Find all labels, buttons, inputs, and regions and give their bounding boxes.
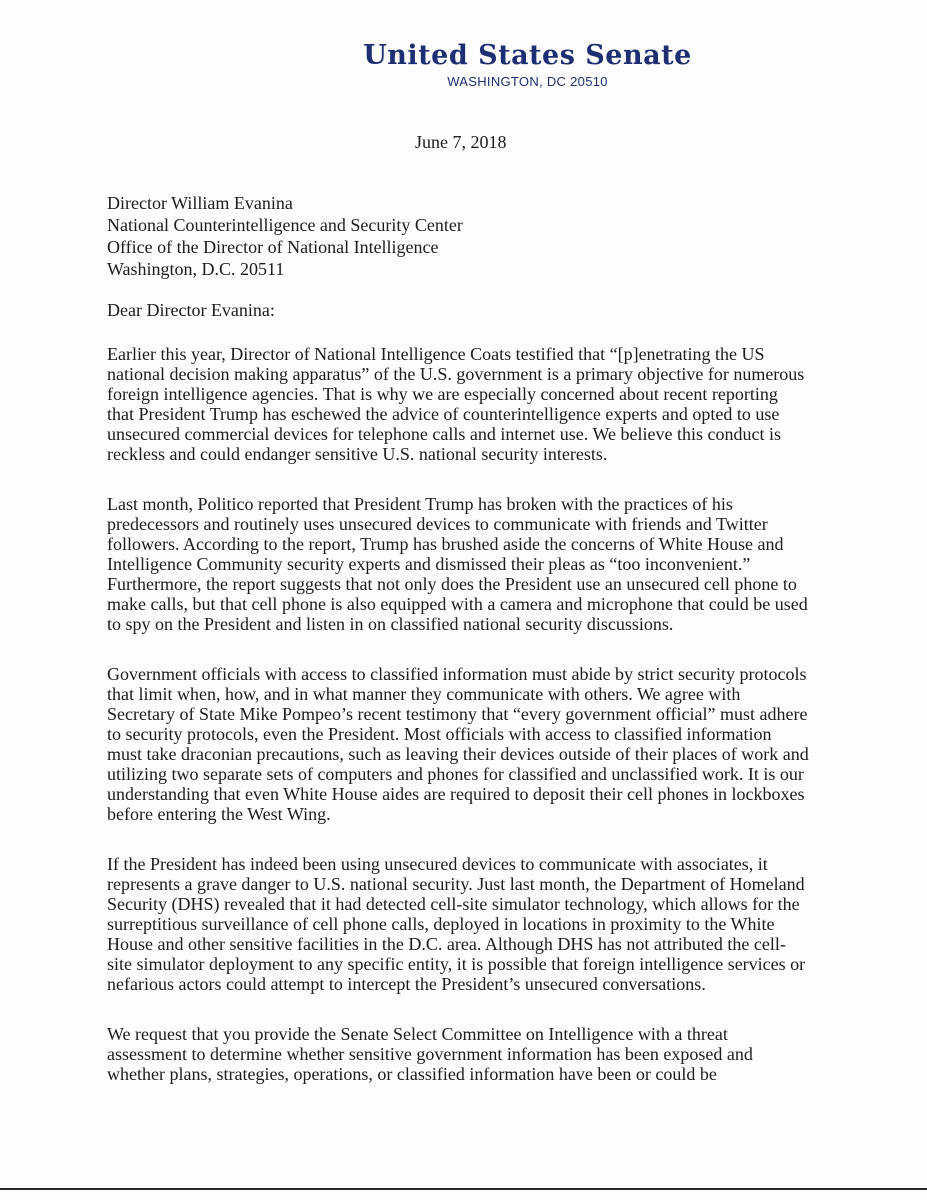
paragraph-line: nefarious actors could attempt to intercept the President’s unsecured conversations.: [107, 974, 706, 994]
recipient-city: Washington, D.C. 20511: [107, 259, 285, 279]
paragraph-line: Intelligence Community security experts and dismissed their pleas as “too inconvenient.”: [107, 554, 751, 574]
paragraph-line: followers. According to the report, Trump has brushed aside the concerns of White House and: [107, 534, 784, 554]
paragraph-line: reckless and could endanger sensitive U.S. national security interests.: [107, 444, 608, 464]
senate-address: WASHINGTON, DC 20510: [447, 74, 608, 89]
letter-body: [107, 344, 815, 1114]
recipient-organization: National Counterintelligence and Security Center: [107, 215, 463, 235]
paragraph-line: Government officials with access to classified information must abide by strict security protocols: [107, 664, 807, 684]
paragraph-line: Security (DHS) revealed that it had detected cell-site simulator technology, which allows for the: [107, 894, 800, 914]
recipient-name: Director William Evanina: [107, 193, 293, 213]
paragraph-4: [107, 854, 815, 994]
salutation: Dear Director Evanina:: [107, 300, 275, 320]
paragraph-line: Secretary of State Mike Pompeo’s recent testimony that “every government official” must adhere: [107, 704, 808, 724]
paragraph-line: utilizing two separate sets of computers and phones for classified and unclassified work. It is our: [107, 764, 804, 784]
paragraph-line: foreign intelligence agencies. That is why we are especially concerned about recent reporting: [107, 384, 778, 404]
paragraph-2: [107, 494, 815, 634]
page-bottom-rule: [0, 1188, 927, 1190]
letter-date: June 7, 2018: [415, 132, 507, 152]
recipient-office: Office of the Director of National Intelligence: [107, 237, 439, 257]
paragraph-line: represents a grave danger to U.S. national security. Just last month, the Department of Homeland: [107, 874, 805, 894]
paragraph-line: unsecured commercial devices for telephone calls and internet use. We believe this conduct is: [107, 424, 781, 444]
paragraph-line: understanding that even White House aides are required to deposit their cell phones in lockboxes: [107, 784, 805, 804]
paragraph-line: make calls, but that cell phone is also equipped with a camera and microphone that could be used: [107, 594, 808, 614]
paragraph-line: that limit when, how, and in what manner they communicate with others. We agree with: [107, 684, 741, 704]
paragraph-5: [107, 1024, 815, 1084]
senate-title: United States Senate: [363, 40, 692, 71]
paragraph-line: site simulator deployment to any specific entity, it is possible that foreign intelligence services or: [107, 954, 806, 974]
paragraph-line: Furthermore, the report suggests that not only does the President use an unsecured cell phone to: [107, 574, 797, 594]
paragraph-line: whether plans, strategies, operations, or classified information have been or could be: [107, 1064, 717, 1084]
paragraph-line: Earlier this year, Director of National Intelligence Coats testified that “[p]enetrating the US: [107, 344, 765, 364]
paragraph-line: assessment to determine whether sensitive government information has been exposed and: [107, 1044, 753, 1064]
paragraph-line: Last month, Politico reported that President Trump has broken with the practices of his: [107, 494, 733, 514]
paragraph-line: national decision making apparatus” of the U.S. government is a primary objective for numerous: [107, 364, 805, 384]
paragraph-line: that President Trump has eschewed the advice of counterintelligence experts and opted to use: [107, 404, 780, 424]
paragraph-line: to spy on the President and listen in on classified national security discussions.: [107, 614, 674, 634]
recipient-address: [107, 192, 463, 280]
paragraph-3: [107, 664, 815, 824]
paragraph-line: before entering the West Wing.: [107, 804, 331, 824]
paragraph-line: If the President has indeed been using unsecured devices to communicate with associates, it: [107, 854, 768, 874]
paragraph-line: predecessors and routinely uses unsecured devices to communicate with friends and Twitter: [107, 514, 768, 534]
paragraph-line: to security protocols, even the President. Most officials with access to classified information: [107, 724, 772, 744]
paragraph-1: [107, 344, 815, 464]
paragraph-line: surreptitious surveillance of cell phone calls, deployed in locations in proximity to the White: [107, 914, 775, 934]
paragraph-line: We request that you provide the Senate Select Committee on Intelligence with a threat: [107, 1024, 728, 1044]
paragraph-line: House and other sensitive facilities in the D.C. area. Although DHS has not attributed the cell-: [107, 934, 786, 954]
letterhead: [0, 40, 927, 89]
paragraph-line: must take draconian precautions, such as leaving their devices outside of their places of work and: [107, 744, 809, 764]
